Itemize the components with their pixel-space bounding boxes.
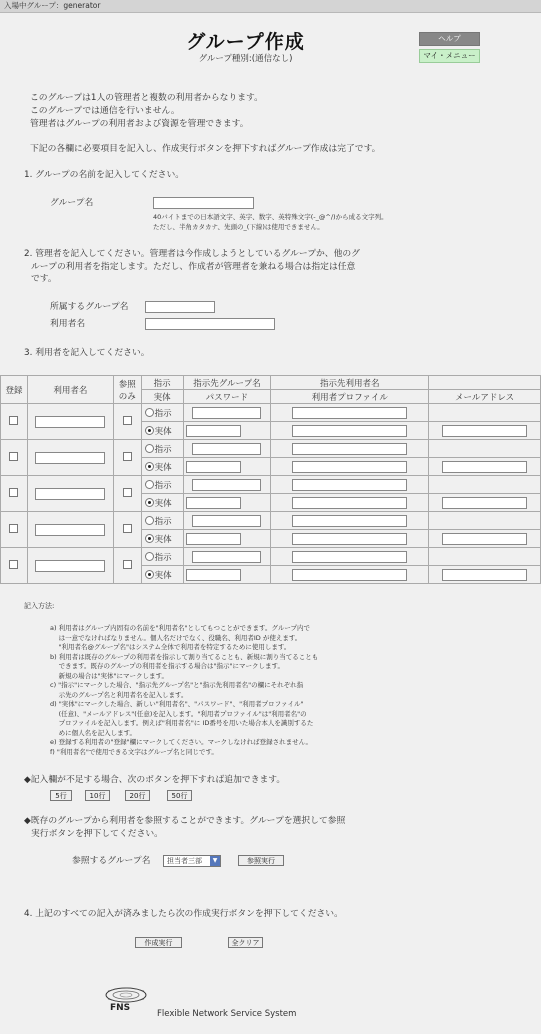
method-line: は一意でなければなりません。個人名だけでなく、役職名、利用者ID が使えます。 xyxy=(50,633,302,642)
target-label: 指示 xyxy=(154,444,172,455)
dest-group-input[interactable] xyxy=(192,551,261,563)
method-line: 示先のグループ名と利用者名を記入します。 xyxy=(50,690,188,699)
ref-only-checkbox[interactable] xyxy=(123,452,132,461)
method-line: できます。既存のグループの利用者を指示する場合は"指示"にマークします。 xyxy=(50,662,284,670)
reference-group-selected: 担当者三部 xyxy=(167,857,202,865)
table-row xyxy=(1,404,541,422)
target-label: 指示 xyxy=(154,516,172,527)
admin-group-label: 所属するグループ名 xyxy=(50,302,129,312)
system-name: Flexible Network Service System xyxy=(157,1009,297,1019)
entity-label: 実体 xyxy=(154,534,172,545)
step3-heading: 3. 利用者を記入してください。 xyxy=(24,348,150,358)
intro-line-1: このグループは1人の管理者と複数の利用者からなります。 xyxy=(30,93,263,103)
dest-user-input[interactable] xyxy=(292,479,407,491)
dest-user-input[interactable] xyxy=(292,443,407,455)
method-line: b) 利用者は既存のグループの利用者を指示して割り当てることも、新規に割り当てることも xyxy=(50,652,319,661)
method-line: (任意)、"メールアドレス"(任意)を記入します。"利用者プロファイル"は"利用者名"の xyxy=(50,709,307,718)
table-row xyxy=(1,476,541,494)
page-title: グループ作成 xyxy=(186,31,305,53)
reference-group-select[interactable] xyxy=(163,855,221,867)
ref-only-checkbox[interactable] xyxy=(123,560,132,569)
register-checkbox[interactable] xyxy=(9,452,18,461)
table-row xyxy=(1,548,541,566)
target-radio[interactable] xyxy=(145,408,154,417)
profile-input[interactable] xyxy=(292,461,407,473)
mail-input[interactable] xyxy=(442,461,527,473)
target-radio[interactable] xyxy=(145,444,154,453)
user-name-input[interactable] xyxy=(35,452,105,464)
reference-group-label: 参照するグループ名 xyxy=(72,856,151,866)
add-50-rows-button[interactable]: 50行 xyxy=(167,790,192,801)
step4-text: 4. 上記のすべての記入が済みましたら次の作成実行ボタンを押下してください。 xyxy=(24,909,343,919)
intro-line-3: 管理者はグループの利用者および資源を管理できます。 xyxy=(30,119,249,129)
header-ref-line2: のみ xyxy=(118,391,136,402)
intro-line-2: このグループでは通信を行いません。 xyxy=(30,106,180,116)
mail-input[interactable] xyxy=(442,425,527,437)
method-line: a) 利用者はグループ内固有の名前を"利用者名"としてもつことができます。グループ内で xyxy=(50,624,311,632)
password-input[interactable] xyxy=(186,533,241,545)
page-subtitle: グループ種別:(通信なし) xyxy=(198,54,293,64)
method-line: d) "実体"にマークした場合、新しい"利用者名"、"パスワード"、"利用者プロファイル" xyxy=(50,700,304,708)
add-20-rows-button[interactable]: 20行 xyxy=(125,790,150,801)
register-checkbox[interactable] xyxy=(9,416,18,425)
target-label: 指示 xyxy=(154,552,172,563)
method-list xyxy=(50,624,318,757)
ref-only-checkbox[interactable] xyxy=(123,416,132,425)
current-group-bar xyxy=(0,0,541,13)
header-blank xyxy=(429,376,541,390)
method-line: e) 登録する利用者の"登録"欄にマークしてください。マークしなければ登録されません。 xyxy=(50,738,312,746)
header-profile: 利用者プロファイル xyxy=(271,390,429,404)
dest-group-input[interactable] xyxy=(192,443,261,455)
method-line: 新規の場合は"実体"にマークします。 xyxy=(50,671,169,680)
dest-group-input[interactable] xyxy=(192,479,261,491)
profile-input[interactable] xyxy=(292,497,407,509)
profile-input[interactable] xyxy=(292,569,407,581)
header-user-name: 利用者名 xyxy=(27,376,113,404)
dest-user-input[interactable] xyxy=(292,515,407,527)
password-input[interactable] xyxy=(186,425,241,437)
reference-line-2: 実行ボタンを押下してください。 xyxy=(31,829,163,839)
entity-label: 実体 xyxy=(154,462,172,473)
target-radio[interactable] xyxy=(145,480,154,489)
mail-input[interactable] xyxy=(442,569,527,581)
users-table xyxy=(0,375,541,584)
password-input[interactable] xyxy=(186,497,241,509)
register-checkbox[interactable] xyxy=(9,560,18,569)
admin-user-input[interactable] xyxy=(145,318,275,330)
profile-input[interactable] xyxy=(292,533,407,545)
method-heading: 記入方法: xyxy=(24,602,55,610)
clear-all-button[interactable]: 全クリア xyxy=(228,937,263,948)
mail-input[interactable] xyxy=(442,533,527,545)
header-mail: メールアドレス xyxy=(429,390,541,404)
method-line: プロファイルを記入します。例えば"利用者名"に ID番号を用いた場合本人を識別するた xyxy=(50,719,314,727)
register-checkbox[interactable] xyxy=(9,524,18,533)
add-rows-text: ◆記入欄が不足する場合、次のボタンを押下すれば追加できます。 xyxy=(24,775,286,785)
ref-only-checkbox[interactable] xyxy=(123,488,132,497)
entity-radio[interactable] xyxy=(145,534,154,543)
current-group-text: 入場中グループ：generator xyxy=(4,1,101,10)
user-name-input[interactable] xyxy=(35,488,105,500)
admin-group-input[interactable] xyxy=(145,301,215,313)
reference-line-1: ◆既存のグループから利用者を参照することができます。グループを選択して参照 xyxy=(24,816,346,826)
reference-exec-button[interactable]: 参照実行 xyxy=(238,855,284,866)
method-line: めに個人名を記入します。 xyxy=(50,728,137,737)
password-input[interactable] xyxy=(186,569,241,581)
user-name-input[interactable] xyxy=(35,416,105,428)
header-ref-line1: 参照 xyxy=(118,379,136,390)
header-password: パスワード xyxy=(183,390,271,404)
user-name-input[interactable] xyxy=(35,560,105,572)
mail-input[interactable] xyxy=(442,497,527,509)
step2-line-3: です。 xyxy=(31,274,57,284)
entity-label: 実体 xyxy=(154,426,172,437)
help-button[interactable]: ヘルプ xyxy=(419,32,480,46)
header-register: 登録 xyxy=(1,376,28,404)
entity-radio[interactable] xyxy=(145,570,154,579)
user-name-input[interactable] xyxy=(35,524,105,536)
table-row xyxy=(1,440,541,458)
entity-label: 実体 xyxy=(154,570,172,581)
ref-only-checkbox[interactable] xyxy=(123,524,132,533)
dest-group-input[interactable] xyxy=(192,407,261,419)
profile-input[interactable] xyxy=(292,425,407,437)
target-radio[interactable] xyxy=(145,552,154,561)
password-input[interactable] xyxy=(186,461,241,473)
dest-group-input[interactable] xyxy=(192,515,261,527)
register-checkbox[interactable] xyxy=(9,488,18,497)
step2-line-2: ループの利用者を指定します。ただし、作成者が管理者を兼ねる場合は指定は任意 xyxy=(31,262,356,272)
chevron-down-icon: ▼ xyxy=(210,856,220,866)
method-line: f) "利用者名"で使用できる文字はグループ名と同じです。 xyxy=(50,747,218,756)
entity-radio[interactable] xyxy=(145,498,154,507)
group-name-note-1: 40バイトまでの日本語文字、英字、数字、英特殊文字(-_@^/)から成る文字列。 xyxy=(153,213,388,221)
group-name-label: グループ名 xyxy=(50,198,94,208)
intro-line-5: 下記の各欄に必要項目を記入し、作成実行ボタンを押下すればグループ作成は完了です。 xyxy=(30,144,381,154)
my-menu-button[interactable]: マイ・メニュー xyxy=(419,49,480,63)
add-5-rows-button[interactable]: 5行 xyxy=(50,790,72,801)
method-line: c) "指示"にマークした場合、"指示先グループ名"と"指示先利用者名"の欄にそれぞれ指 xyxy=(50,681,304,689)
entity-label: 実体 xyxy=(154,498,172,509)
group-name-input[interactable] xyxy=(153,197,254,209)
step1-heading: 1. グループの名前を記入してください。 xyxy=(24,170,185,180)
header-entity: 実体 xyxy=(141,390,183,404)
header-dest-user: 指示先利用者名 xyxy=(271,376,429,390)
entity-radio[interactable] xyxy=(145,462,154,471)
header-dest-group: 指示先グループ名 xyxy=(183,376,271,390)
dest-user-input[interactable] xyxy=(292,407,407,419)
group-name-note-2: ただし、半角カタカナ、先頭の_(下線)は使用できません。 xyxy=(153,223,324,231)
target-label: 指示 xyxy=(154,408,172,419)
admin-user-label: 利用者名 xyxy=(50,319,86,329)
method-line: "利用者名@グループ名"はシステム全体で利用者を特定するために使用します。 xyxy=(50,643,291,651)
dest-user-input[interactable] xyxy=(292,551,407,563)
entity-radio[interactable] xyxy=(145,426,154,435)
fns-logo-text: FNS xyxy=(110,1003,131,1013)
table-row xyxy=(1,512,541,530)
header-target: 指示 xyxy=(141,376,183,390)
footer-logo xyxy=(104,985,148,1020)
target-radio[interactable] xyxy=(145,516,154,525)
header-ref-only xyxy=(113,376,141,404)
step2-line-1: 2. 管理者を記入してください。管理者は今作成しようとしているグループか、他のグ xyxy=(24,249,360,259)
target-label: 指示 xyxy=(154,480,172,491)
add-10-rows-button[interactable]: 10行 xyxy=(85,790,110,801)
create-button[interactable]: 作成実行 xyxy=(135,937,182,948)
